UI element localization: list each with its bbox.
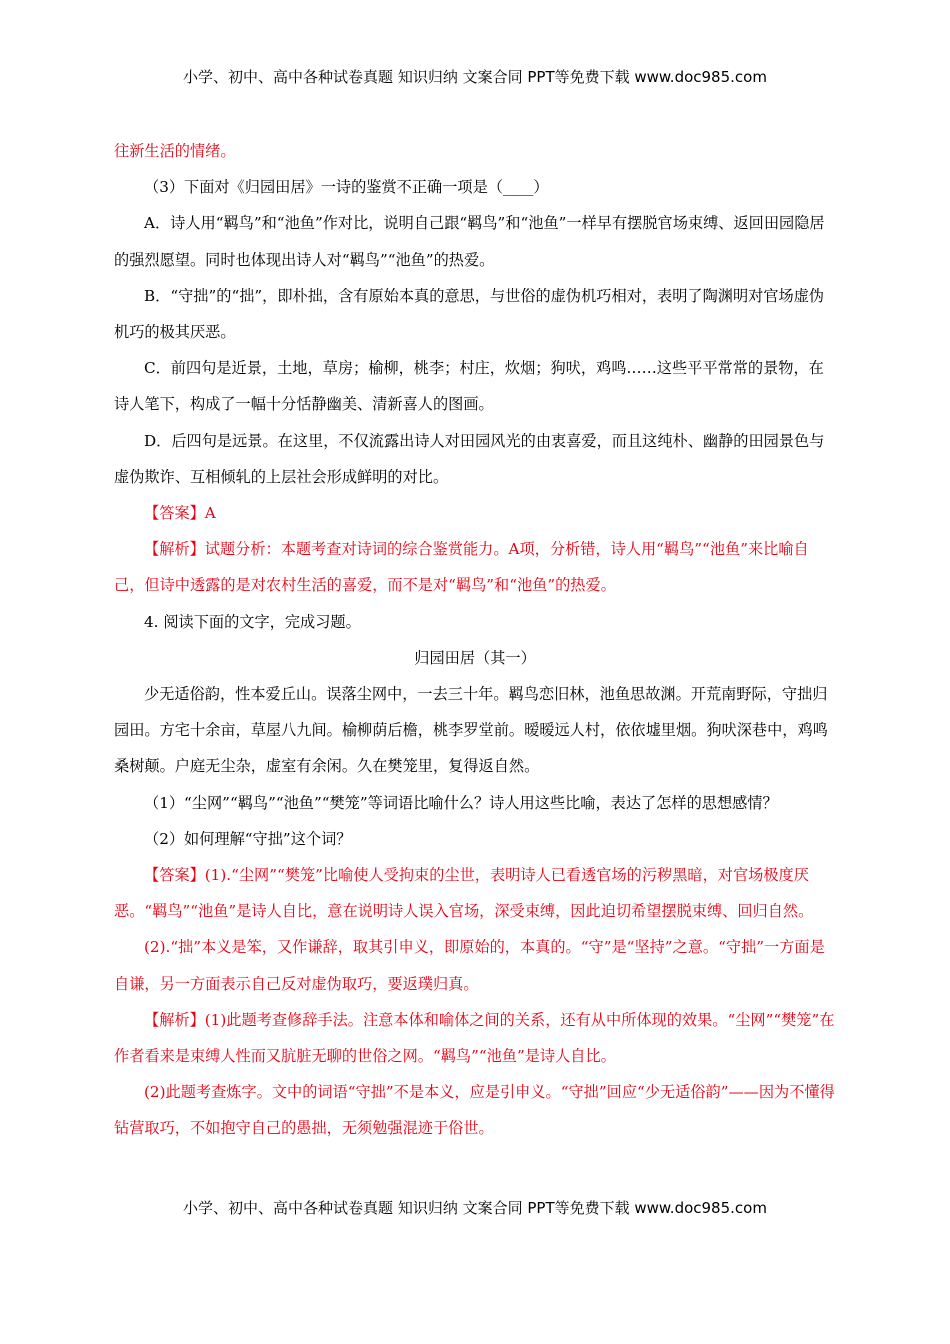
analysis-text: 试题分析：本题考查对诗词的综合鉴赏能力。A项，分析错，诗人用“羁鸟”“池鱼”来比喻自己，但诗中透露的是对农村生活的喜爱，而不是对“羁鸟”和“池鱼”的热爱。 (114, 540, 809, 595)
answer-label: 【答案】 (144, 504, 205, 523)
q3-stem: （3）下面对《归园田居》一诗的鉴赏不正确一项是（____） (144, 178, 549, 197)
analysis-label: 【解析】 (144, 1010, 205, 1029)
q4-analysis2: (2)此题考查炼字。文中的词语“守拙”不是本义，应是引申义。“守拙”回应“少无适俗韵”——因为不懂得钻营取巧，不如抱守自己的愚拙，无须勉强混迹于俗世。 (114, 1083, 835, 1138)
analysis-label: 【解析】 (144, 540, 205, 559)
q3-option-c: C．前四句是近景，土地，草房；榆柳，桃李；村庄，炊烟；狗吠，鸡鸣……这些平平常常的景物，在诗人笔下，构成了一幅十分恬静幽美、清新喜人的图画。 (114, 359, 824, 414)
q3-option-d: D．后四句是远景。在这里，不仅流露出诗人对田园风光的由衷喜爱，而且这纯朴、幽静的田园景色与虚伪欺诈、互相倾轧的上层社会形成鲜明的对比。 (114, 431, 825, 486)
q3-answer (114, 495, 836, 531)
q3-option-b: B．“守拙”的“拙”，即朴拙，含有原始本真的意思，与世俗的虚伪机巧相对，表明了陶渊明对官场虚伪机巧的极其厌恶。 (114, 286, 825, 342)
answer-label: 【答案】 (144, 866, 205, 885)
answer-value: A (204, 504, 216, 523)
answer-text: (1).“尘网”“樊笼”比喻使人受拘束的尘世，表明诗人已看透官场的污秽黑暗，对官场极度厌恶。“羁鸟”“池鱼”是诗人自比，意在说明诗人误入官场，深受束缚，因此迫切希望摆脱束缚、回归自然。 (114, 866, 814, 921)
page-header: 小学、初中、高中各种试卷真题 知识归纳 文案合同 PPT等免费下载 www.doc985.com (183, 68, 767, 86)
q4-answer1 (114, 857, 836, 929)
page-footer: 小学、初中、高中各种试卷真题 知识归纳 文案合同 PPT等免费下载 www.doc985.com (183, 1199, 767, 1217)
q4-analysis1 (114, 1002, 836, 1074)
q4-sub1: （1）“尘网”“羁鸟”“池鱼”“樊笼”等词语比喻什么？诗人用这些比喻，表达了怎样的思想感情？ (144, 793, 778, 812)
intro-tail: 往新生活的情绪。 (114, 142, 236, 160)
q3-option-a: A．诗人用“羁鸟”和“池鱼”作对比，说明自己跟“羁鸟”和“池鱼”一样早有摆脱官场束缚、返回田园隐居的强烈愿望。同时也体现出诗人对“羁鸟”“池鱼”的热爱。 (114, 214, 825, 269)
q3-analysis (114, 531, 836, 603)
q4-sub2: （2）如何理解“守拙”这个词？ (144, 829, 352, 848)
poem-text: 少无适俗韵，性本爱丘山。误落尘网中，一去三十年。羁鸟恋旧林，池鱼思故渊。开荒南野际，守拙归园田。方宅十余亩，草屋八九间。榆柳荫后檐，桃李罗堂前。暧暧远人村，依依墟里烟。狗吠深巷中，鸡鸣桑树颠。户庭无尘杂，虚室有余闲。久在樊笼里，复得返自然。 (114, 685, 828, 776)
q4-answer2: (2).“拙”本义是笨，又作谦辞，取其引申义，即原始的，本真的。“守”是“坚持”之意。“守拙”一方面是自谦，另一方面表示自己反对虚伪取巧，要返璞归真。 (114, 938, 825, 993)
analysis-text: (1)此题考查修辞手法。注意本体和喻体之间的关系，还有从中所体现的效果。“尘网”“樊笼”在作者看来是束缚人性而又肮脏无聊的世俗之网。“羁鸟”“池鱼”是诗人自比。 (114, 1010, 835, 1066)
poem-title: 归园田居（其一） (414, 648, 536, 667)
document-body (114, 133, 836, 1147)
q4-stem: 4. 阅读下面的文字，完成习题。 (144, 612, 361, 631)
